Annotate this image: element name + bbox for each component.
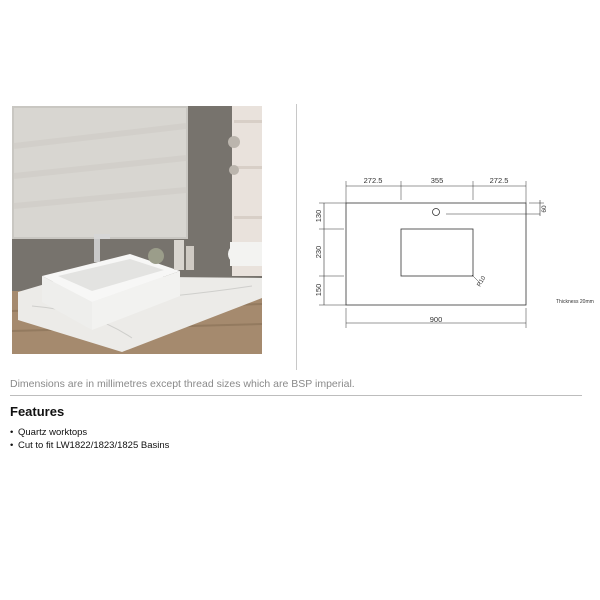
product-photo xyxy=(12,106,262,354)
dim-top-left: 272.5 xyxy=(363,176,383,185)
vertical-divider xyxy=(296,104,297,370)
features-heading: Features xyxy=(10,404,65,419)
features-list xyxy=(10,426,169,452)
thickness-label: Thickness 20mm xyxy=(556,299,594,305)
dimensions-note: Dimensions are in millimetres except thread sizes which are BSP imperial. xyxy=(10,378,355,390)
feature-item: • Cut to fit LW1822/1823/1825 Basins xyxy=(10,439,169,452)
dim-corner-radius: R10 xyxy=(476,275,488,288)
dim-left-top: 130 xyxy=(314,209,323,223)
worktop-dimension-diagram xyxy=(300,160,600,340)
horizontal-rule xyxy=(10,395,582,396)
dim-top-right: 272.5 xyxy=(489,176,509,185)
dim-top-middle: 355 xyxy=(430,176,444,185)
dim-left-bottom: 150 xyxy=(314,283,323,297)
dim-tap-hole: 60 xyxy=(541,205,548,213)
technical-drawing xyxy=(300,160,600,340)
dim-width: 900 xyxy=(429,315,443,324)
dim-left-middle: 230 xyxy=(314,245,323,259)
feature-item: • Quartz worktops xyxy=(10,426,169,439)
bathroom-scene-image xyxy=(12,106,262,354)
